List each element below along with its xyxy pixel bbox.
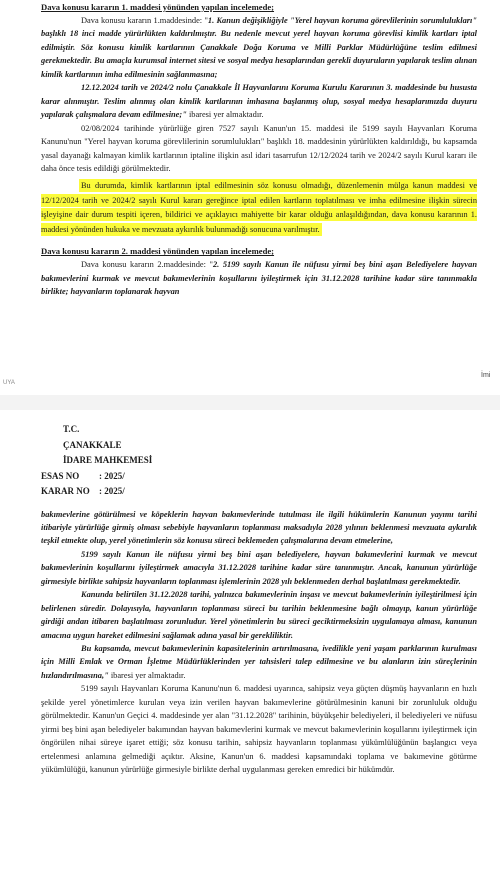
- body-paragraph-e: 5199 sayılı Hayvanları Koruma Kanunu'nun 6. maddesi uyarınca, sahipsiz veya güçten düşmüş hayvanların en hızlı şekilde yerel yönetimlerce kurulan veya izin verilen hayvan bakımevlerine götürülmesinin kanuni bir zorunluluk olduğu görülmektedir. Kanun'un Geçici 4. maddesinde yer alan "31.12.2028" tarihinin, büyükşehir belediyeleri, il belediyeleri ve nüfusu yirmi beş bini aşan belediyeler bakımından hayvan bakımevlerini kurmak ve mevcut bakımevlerinin koşullarını iyileştirmek için öngörülen nihai süreye işaret ettiği; söz konusu tarihin, sahipsiz hayvanların toplanması yükümlülüğünün başlangıcı veya ertelenmesi anlamına gelmediği açıktır. Aksine, Kanun'un 6. maddesi kapsamındaki toplama ve bakımevine götürme yükümlülüğü, kanunun yürürlüğe girmesiyle birlikte derhal uygulanması gereken emredici bir hükümdür.: [41, 684, 477, 775]
- document-page-1: [0, 0, 500, 395]
- quote-paragraph-b: 5199 sayılı Kanun ile nüfusu yirmi beş bini aşan belediyelere, hayvan bakımevlerini kurmak ve mevcut bakımevlerinin koşullarını iyileştirmek amacıyla 31.12.2028 tarihine kadar süre tanınmıştır. Ancak, kanunun yürürlüğe girmesiyle birlikte sahipsiz hayvanların toplanması işlemlerinin 2028 yılı beklenmeden derhal başlatılması gerekmektedir.: [41, 549, 477, 586]
- quote-intro: Dava konusu kararın 1.maddesinde: ": [81, 16, 208, 25]
- quote-ending: ibaresi yer almaktadır.: [186, 110, 264, 120]
- quote-intro-2: Dava konusu kararın 2.maddesinde: ": [81, 260, 213, 270]
- page-separator: [0, 395, 500, 410]
- quote-paragraph-d: [41, 642, 477, 682]
- esas-value: : 2025/: [99, 470, 125, 481]
- karar-label: KARAR NO: [41, 486, 90, 496]
- page-2-content: [41, 422, 477, 777]
- quote-ending-d: ibaresi yer almaktadır.: [108, 670, 186, 680]
- karar-row: [41, 484, 477, 500]
- header-tc: T.C.: [63, 424, 80, 434]
- body-paragraph: 02/08/2024 tarihinde yürürlüğe giren 7527 sayılı Kanun'un 15. maddesi ile 5199 sayılı Hayvanları Koruma Kanunu'nun "Yerel hayvan koruma görevlilerinin sorumlulukları" başlıklı 18. maddesinin yürürlükten kaldırıldığı, bu kapsamda yasal dayanağı kalmayan kimlik kartlarının iptaline ilişkin asıl idari tasarrufun 12/12/2024 tarih ve 2024/2 sayılı Kurul kararı ile daha önce tesis edildiği görülmektedir.: [41, 123, 477, 173]
- section-heading-1: Dava konusu kararın 1. maddesi yönünden yapılan incelemede;: [41, 2, 275, 12]
- esas-row: [41, 469, 477, 485]
- highlighted-paragraph: [41, 179, 477, 237]
- scan-edge-mark: İmi: [481, 372, 491, 379]
- page-1-content: [41, 1, 477, 299]
- highlight-mark: Bu durumda, kimlik kartlarının iptal edilmesinin söz konusu olmadığı, düzenlemenin mülga kanun maddesi ve 12/12/2024 tarih ve 2024/2 sayılı Kurul kararı gereğince iptal edilen kartların toplatılması ve imha edilmesine ilişkin sürecin işleyişine dair durum tespiti içeren, bildirici ve açıklayıcı mahiyette bir karar olduğu anlaşıldığından, dava konusu kararının 1. maddesi yönünden hukuka ve mevzuata aykırılık bulunmadığı sonucuna varılmıştır.: [41, 181, 477, 234]
- document-page-2: [0, 410, 500, 882]
- esas-label: ESAS NO: [41, 470, 80, 481]
- quote-text-continued: 12.12.2024 tarih ve 2024/2 nolu Çanakkale İl Hayvanlarını Koruma Kurulu Kararının 3. maddesinde bu hususta karar alınmıştır. Teslim alınmış olan kimlik kartlarının imhasına başlanmış olup, sosyal medya hesaplarımızda duyuru yapılarak çalışmalara devam edilmesine;": [41, 83, 477, 120]
- header-court: İDARE MAHKEMESİ: [63, 455, 153, 465]
- quote-text-d: Bu kapsamda, mevcut bakımevlerinin kapasitelerinin artırılmasına, ivedilikle yeni yaşam parklarının kurulması için Milli Emlak ve Orman İşletme Müdürlüklerinden yer tahsisleri talep edilmesine ve bu alanların izin süreçlerinin hızlandırılmasına,": [41, 644, 477, 680]
- quote-paragraph-1: [41, 14, 477, 81]
- quote-paragraph-2: [41, 258, 477, 298]
- scan-corner-mark: UYA: [3, 380, 15, 386]
- quote-paragraph-1b: [41, 81, 477, 121]
- quote-text-2: 2. 5199 sayılı Kanun ile nüfusu yirmi beş bini aşan Belediyelere hayvan bakımevlerini kurmak ve mevcut bakımevlerinin koşullarını iyileştirmek için 31.12.2028 tarihine kadar süre tanınmakla birlikte; hayvanların toplanarak hayvan: [41, 260, 477, 297]
- quote-paragraph-c: Kanunda belirtilen 31.12.2028 tarihi, yalnızca bakımevlerinin inşası ve mevcut bakımevlerinin iyileştirilmesi için belirlenen süredir. Dolayısıyla, hayvanların toplanması süreci bu tarihin beklenmesine bağlı olmayıp, kanun yürürlüğe girdiği andan itibaren başlatılması zorunludur. Yerel yönetimlerin bu süreci geciktirmeksizin uygulamaya alması, kanunun amacına uygun hareket edilmesini sağlamak adına yasal bir gerekliliktir.: [41, 590, 477, 640]
- court-header: [41, 422, 477, 500]
- quote-text: 1. Kanun değişikliğiyle "Yerel hayvan koruma görevlilerinin sorumlulukları" başlıklı 18 inci madde yürürlükten kaldırılmıştır. Bu nedenle mevcut yerel hayvan koruma görevlisi kimlik kartları iptal edilmiştir. Söz konusu kimlik kartlarının Çanakkale Doğa Koruma ve Milli Parklar Müdürlüğüne teslim edilmesi gerekmektedir. Bu amaçla kurumsal internet sitesi ve sosyal medya hesaplarından gerekli duyuruların yapılarak teslim alınan kimlik kartlarının imha edilmesinin sağlanmasına;: [41, 16, 477, 79]
- section-heading-2: Dava konusu kararın 2. maddesi yönünden yapılan incelemede;: [41, 246, 275, 257]
- quote-continuation: bakımevlerine götürülmesi ve köpeklerin hayvan bakımevlerinde tutulması ile ilgili hükümlerin Kanunun yayımı tarihi itibariyle yürürlüğe girmiş olması sebebiyle hayvanların toplanması maksadıyla 2028 yılının beklenmesi mevzuata aykırılık teşkil etmekte olup, yerel yönetimlerin söz konusu süreci beklemeden çalışmalarına devam etmelerine,: [41, 509, 477, 546]
- header-city: ÇANAKKALE: [63, 439, 122, 450]
- karar-value: : 2025/: [99, 486, 125, 496]
